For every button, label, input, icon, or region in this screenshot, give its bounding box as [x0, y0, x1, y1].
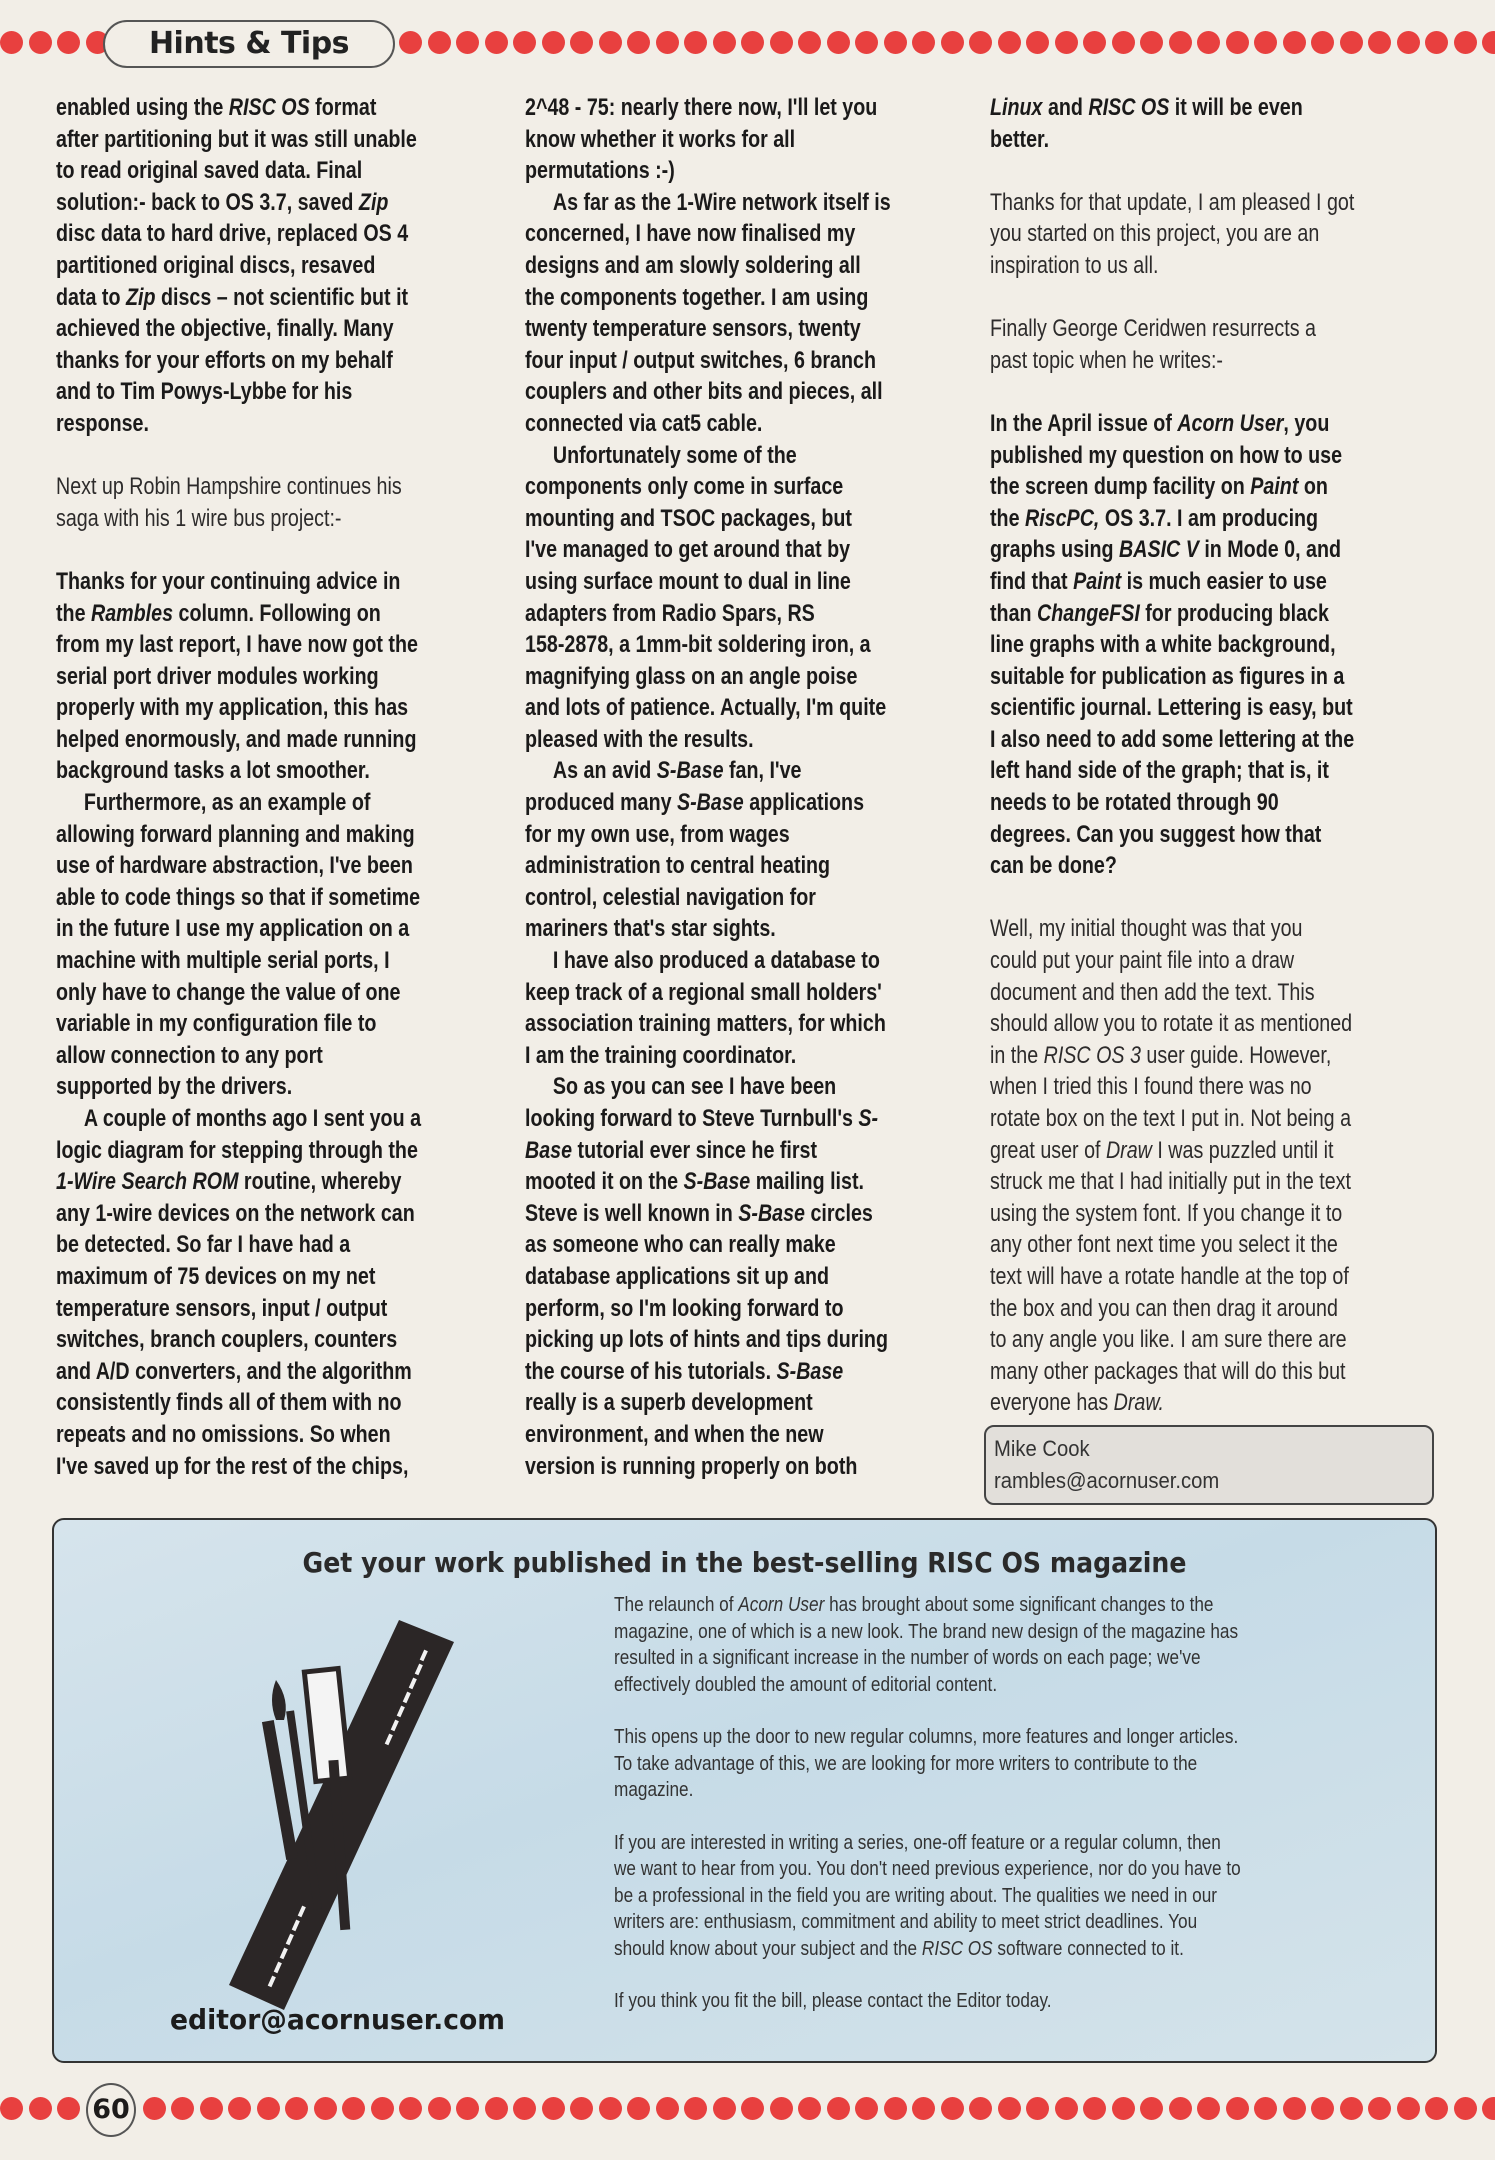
- text-line: helped enormously, and made running: [56, 725, 417, 753]
- text-line: designs and am slowly soldering all: [525, 251, 861, 279]
- author-email[interactable]: rambles@acornuser.com: [994, 1468, 1220, 1493]
- paragraph: [56, 471, 506, 534]
- text-line: everyone has Draw.: [990, 1389, 1164, 1417]
- text-line: needs to be rotated through 90: [990, 789, 1279, 817]
- paragraph: [990, 313, 1440, 376]
- red-dot: [656, 2097, 679, 2120]
- text-line: four input / output switches, 6 branch: [525, 346, 876, 374]
- text-line: better.: [990, 125, 1050, 153]
- text-line: rotate box on the text I put in. Not being a: [990, 1105, 1352, 1132]
- paragraph: [990, 408, 1440, 882]
- text-line: struck me that I had initially put in the text: [990, 1168, 1351, 1196]
- paragraph: [525, 1071, 975, 1482]
- red-dot: [770, 2097, 793, 2120]
- red-dot: [1197, 2097, 1220, 2120]
- text-line: know whether it works for all: [525, 125, 796, 153]
- italic-term: S-Base: [776, 1357, 844, 1385]
- text-line: and to Tim Powys-Lybbe for his: [56, 378, 353, 406]
- text-line: writers are: enthusiasm, commitment and ability to meet strict deadlines. You: [614, 1911, 1198, 1933]
- text-line: 2^48 - 75: nearly there now, I'll let you: [525, 94, 878, 121]
- text-line: be detected. So far I have had a: [56, 1231, 351, 1259]
- red-dot: [884, 31, 907, 54]
- text-line: to read original saved data. Final: [56, 157, 363, 185]
- red-dot: [542, 31, 565, 54]
- footer-dot-rule: [0, 2094, 1495, 2124]
- text-line: Well, my initial thought was that you: [990, 915, 1303, 943]
- red-dot: [200, 2097, 223, 2120]
- text-line: keep track of a regional small holders': [525, 978, 882, 1006]
- italic-term: RISC OS: [921, 1937, 993, 1960]
- text-line: any 1-wire devices on the network can: [56, 1199, 415, 1227]
- red-dot: [912, 2097, 935, 2120]
- red-dot: [855, 2097, 878, 2120]
- red-dot: [1226, 31, 1249, 54]
- red-dot: [627, 2097, 650, 2120]
- text-line: temperature sensors, input / output: [56, 1294, 388, 1322]
- text-line: Unfortunately some of the: [552, 441, 797, 469]
- text-line: thanks for your efforts on my behalf: [56, 346, 393, 374]
- text-line: Finally George Ceridwen resurrects a: [990, 315, 1316, 343]
- red-dot: [485, 2097, 508, 2120]
- italic-term: Zip: [358, 188, 389, 216]
- text-line: connected via cat5 cable.: [525, 409, 763, 437]
- red-dot: [0, 2097, 23, 2120]
- red-dot: [1026, 31, 1049, 54]
- text-line: The relaunch of Acorn User has brought about some significant changes to the: [614, 1594, 1214, 1616]
- text-line: after partitioning but it was still unable: [56, 125, 417, 153]
- red-dot: [741, 31, 764, 54]
- text-line: maximum of 75 devices on my net: [56, 1262, 376, 1290]
- text-line: left hand side of the graph; that is, it: [990, 757, 1329, 785]
- text-line: could put your paint file into a draw: [990, 947, 1295, 975]
- text-line: I've managed to get around that by: [525, 536, 851, 564]
- text-line: the components together. I am using: [525, 283, 869, 311]
- italic-term: S-Base: [738, 1199, 805, 1227]
- text-line: Thanks for your continuing advice in: [56, 567, 401, 595]
- text-line: and A/D converters, and the algorithm: [56, 1357, 412, 1385]
- text-line: allowing forward planning and making: [56, 820, 415, 848]
- red-dot: [1055, 31, 1078, 54]
- italic-term: BASIC V: [1119, 536, 1199, 564]
- red-dot: [1026, 2097, 1049, 2120]
- text-line: and lots of patience. Actually, I'm quite: [525, 694, 887, 722]
- text-line: In the April issue of Acorn User, you: [990, 409, 1330, 437]
- red-dot: [1368, 2097, 1391, 2120]
- text-line: As far as the 1-Wire network itself is: [552, 188, 891, 216]
- red-dot: [57, 2097, 80, 2120]
- text-line: Linux and RISC OS it will be even: [990, 94, 1303, 121]
- text-line: As an avid S-Base fan, I've: [552, 757, 802, 785]
- paragraph: [56, 566, 506, 787]
- text-line: the screen dump facility on Paint on: [990, 473, 1328, 501]
- text-line: for my own use, from wages: [525, 820, 790, 848]
- text-line: variable in my configuration file to: [56, 1010, 377, 1038]
- paragraph: [525, 945, 975, 1071]
- text-line: consistently finds all of them with no: [56, 1389, 402, 1417]
- paragraph: [990, 913, 1440, 1419]
- text-line: the Rambles column. Following on: [56, 599, 381, 627]
- red-dot: [1311, 2097, 1334, 2120]
- italic-term: Paint: [1250, 473, 1299, 501]
- red-dot: [1454, 2097, 1477, 2120]
- text-line: effectively doubled the amount of editorial content.: [614, 1673, 998, 1696]
- text-line: mooted it on the S-Base mailing list.: [525, 1168, 864, 1196]
- red-dot: [1140, 31, 1163, 54]
- italic-term: Draw.: [1113, 1389, 1164, 1417]
- text-line: concerned, I have now finalised my: [525, 220, 856, 248]
- italic-term: RiscPC,: [1024, 504, 1100, 532]
- advert-paragraph: [614, 1988, 1434, 2015]
- text-line: Next up Robin Hampshire continues his: [56, 473, 402, 501]
- red-dot: [627, 31, 650, 54]
- text-line: background tasks a lot smoother.: [56, 757, 370, 785]
- section-title: Hints & Tips: [103, 20, 395, 68]
- text-line: inspiration to us all.: [990, 251, 1159, 279]
- italic-term: Paint: [1073, 567, 1122, 595]
- red-dot: [684, 2097, 707, 2120]
- text-line: saga with his 1 wire bus project:-: [56, 504, 342, 532]
- red-dot: [1425, 2097, 1448, 2120]
- red-dot: [1083, 31, 1106, 54]
- red-dot: [428, 31, 451, 54]
- paragraph: [525, 440, 975, 756]
- text-line: Thanks for that update, I am pleased I got: [990, 188, 1355, 216]
- text-line: resulted in a significant increase in the number of words on each page; we've: [614, 1647, 1201, 1669]
- text-line: switches, branch couplers, counters: [56, 1326, 398, 1354]
- red-dot: [1482, 2097, 1495, 2120]
- red-dot: [1169, 2097, 1192, 2120]
- italic-term: S-Base: [677, 789, 744, 817]
- red-dot: [171, 2097, 194, 2120]
- text-line: allow connection to any port: [56, 1041, 323, 1069]
- italic-term: Base: [525, 1136, 573, 1164]
- text-line: when I tried this I found there was no: [990, 1073, 1312, 1101]
- text-line: repeats and no omissions. So when: [56, 1420, 391, 1448]
- red-dot: [485, 31, 508, 54]
- paragraph: [525, 92, 975, 187]
- italic-term: Draw: [1105, 1136, 1152, 1164]
- text-line: This opens up the door to new regular columns, more features and longer articles.: [614, 1726, 1239, 1748]
- text-line: looking forward to Steve Turnbull's S-: [525, 1105, 879, 1132]
- text-line: So as you can see I have been: [552, 1073, 837, 1101]
- article-column-3: [990, 92, 1440, 1419]
- text-line: scientific journal. Lettering is easy, but: [990, 694, 1353, 722]
- text-line: 1-Wire Search ROM routine, whereby: [56, 1168, 402, 1196]
- text-line: data to Zip discs – not scientific but it: [56, 283, 409, 311]
- text-line: mariners that's star sights.: [525, 915, 776, 943]
- text-line: I've saved up for the rest of the chips,: [56, 1452, 409, 1480]
- advert-paragraph: [614, 1592, 1434, 1698]
- italic-term: Rambles: [90, 599, 174, 627]
- text-line: any other font next time you select it the: [990, 1231, 1338, 1259]
- paragraph: [525, 755, 975, 945]
- text-line: really is a superb development: [525, 1389, 813, 1417]
- paragraph: [525, 187, 975, 440]
- italic-term: S-: [858, 1105, 879, 1132]
- red-dot: [428, 2097, 451, 2120]
- text-line: past topic when he writes:-: [990, 346, 1223, 374]
- red-dot: [713, 2097, 736, 2120]
- italic-term: RISC OS: [1088, 94, 1170, 121]
- film-strip-and-brush-illustration: [214, 1620, 514, 2010]
- red-dot: [399, 31, 422, 54]
- text-line: we want to hear from you. You don't need previous experience, nor do you have to: [614, 1858, 1241, 1880]
- italic-term: RISC OS 3: [1043, 1041, 1141, 1069]
- paragraph: [56, 92, 506, 440]
- text-line: achieved the objective, finally. Many: [56, 315, 394, 343]
- red-dot: [1254, 31, 1277, 54]
- text-line: in the future I use my application on a: [56, 915, 410, 943]
- red-dot: [941, 31, 964, 54]
- text-line: use of hardware abstraction, I've been: [56, 852, 413, 880]
- text-line: pleased with the results.: [525, 725, 754, 753]
- author-name: Mike Cook: [994, 1436, 1090, 1461]
- italic-term: Acorn User: [738, 1594, 825, 1616]
- text-line: serial port driver modules working: [56, 662, 379, 690]
- text-line: logic diagram for stepping through the: [56, 1136, 418, 1164]
- red-dot: [1226, 2097, 1249, 2120]
- red-dot: [1283, 2097, 1306, 2120]
- red-dot: [855, 31, 878, 54]
- text-line: perform, so I'm looking forward to: [525, 1294, 844, 1322]
- italic-term: ChangeFSI: [1037, 599, 1140, 627]
- red-dot: [1397, 2097, 1420, 2120]
- article-column-2: [525, 92, 975, 1482]
- text-line: I am the training coordinator.: [525, 1041, 797, 1069]
- red-dot: [1254, 2097, 1277, 2120]
- red-dot: [998, 2097, 1021, 2120]
- text-line: using the system font. If you change it to: [990, 1199, 1343, 1227]
- text-line: only have to change the value of one: [56, 978, 401, 1006]
- text-line: than ChangeFSI for producing black: [990, 599, 1329, 627]
- red-dot: [770, 31, 793, 54]
- red-dot: [29, 31, 52, 54]
- text-line: adapters from Radio Spars, RS: [525, 599, 815, 627]
- text-line: as someone who can really make: [525, 1231, 836, 1259]
- advert-paragraph: [614, 1830, 1434, 1963]
- red-dot: [1397, 31, 1420, 54]
- red-dot: [314, 2097, 337, 2120]
- text-line: machine with multiple serial ports, I: [56, 947, 390, 975]
- red-dot: [1340, 31, 1363, 54]
- red-dot: [941, 2097, 964, 2120]
- text-line: text will have a rotate handle at the top of: [990, 1262, 1349, 1290]
- italic-term: S-Base: [656, 757, 724, 785]
- red-dot: [798, 31, 821, 54]
- red-dot: [884, 2097, 907, 2120]
- red-dot: [570, 31, 593, 54]
- text-line: environment, and when the new: [525, 1420, 824, 1448]
- red-dot: [827, 31, 850, 54]
- text-line: couplers and other bits and pieces, all: [525, 378, 883, 406]
- red-dot: [513, 2097, 536, 2120]
- text-line: partitioned original discs, resaved: [56, 251, 376, 279]
- red-dot: [969, 2097, 992, 2120]
- red-dot: [1340, 2097, 1363, 2120]
- red-dot: [1112, 2097, 1135, 2120]
- text-line: from my last report, I have now got the: [56, 631, 418, 659]
- text-line: response.: [56, 409, 149, 437]
- text-line: the RiscPC, OS 3.7. I am producing: [990, 504, 1319, 532]
- paragraph: [990, 187, 1440, 282]
- text-line: Base tutorial ever since he first: [525, 1136, 818, 1164]
- red-dot: [1083, 2097, 1106, 2120]
- text-line: administration to central heating: [525, 852, 831, 880]
- author-signature-box: [984, 1425, 1434, 1505]
- red-dot: [1112, 31, 1135, 54]
- red-dot: [827, 2097, 850, 2120]
- text-line: magazine, one of which is a new look. The brand new design of the magazine has: [614, 1620, 1239, 1643]
- text-line: should know about your subject and the RISC OS software connected to it.: [614, 1937, 1184, 1960]
- text-line: graphs using BASIC V in Mode 0, and: [990, 536, 1342, 564]
- red-dot: [656, 31, 679, 54]
- text-line: can be done?: [990, 852, 1117, 880]
- text-line: supported by the drivers.: [56, 1073, 293, 1101]
- text-line: produced many S-Base applications: [525, 789, 865, 817]
- italic-term: Zip: [125, 283, 156, 311]
- text-line: association training matters, for which: [525, 1010, 886, 1038]
- text-line: find that Paint is much easier to use: [990, 567, 1327, 595]
- italic-term: Acorn User: [1177, 409, 1284, 437]
- red-dot: [684, 31, 707, 54]
- text-line: To take advantage of this, we are looking for more writers to contribute to the: [614, 1752, 1198, 1775]
- red-dot: [713, 31, 736, 54]
- text-line: degrees. Can you suggest how that: [990, 820, 1322, 848]
- editor-email[interactable]: editor@acornuser.com: [170, 2003, 505, 2036]
- red-dot: [0, 31, 23, 54]
- red-dot: [371, 2097, 394, 2120]
- article-column-1: [56, 92, 506, 1482]
- red-dot: [1169, 31, 1192, 54]
- text-line: I also need to add some lettering at the: [990, 725, 1355, 753]
- text-line: should allow you to rotate it as mentioned: [990, 1010, 1353, 1038]
- red-dot: [1368, 31, 1391, 54]
- text-line: version is running properly on both: [525, 1452, 858, 1480]
- text-line: published my question on how to use: [990, 441, 1343, 469]
- italic-term: S-Base: [683, 1168, 751, 1196]
- text-line: I have also produced a database to: [552, 947, 880, 975]
- text-line: magnifying glass on an angle poise: [525, 662, 858, 690]
- text-line: document and then add the text. This: [990, 978, 1315, 1006]
- red-dot: [342, 2097, 365, 2120]
- text-line: be a professional in the field you are writing about. The qualities we need in our: [614, 1884, 1218, 1907]
- text-line: in the RISC OS 3 user guide. However,: [990, 1041, 1332, 1069]
- text-line: you started on this project, you are an: [990, 220, 1320, 248]
- red-dot: [599, 2097, 622, 2120]
- red-dot: [1283, 31, 1306, 54]
- text-line: permutations :-): [525, 157, 675, 185]
- text-line: suitable for publication as figures in a: [990, 662, 1345, 690]
- text-line: the box and you can then drag it around: [990, 1294, 1338, 1322]
- red-dot: [143, 2097, 166, 2120]
- red-dot: [741, 2097, 764, 2120]
- writers-wanted-advert: [52, 1518, 1437, 2063]
- text-line: great user of Draw I was puzzled until it: [990, 1136, 1334, 1164]
- text-line: Steve is well known in S-Base circles: [525, 1199, 873, 1227]
- text-line: properly with my application, this has: [56, 694, 409, 722]
- text-line: line graphs with a white background,: [990, 631, 1336, 659]
- advert-title: Get your work published in the best-selling RISC OS magazine: [302, 1546, 1187, 1579]
- text-line: twenty temperature sensors, twenty: [525, 315, 861, 343]
- red-dot: [798, 2097, 821, 2120]
- red-dot: [1482, 31, 1495, 54]
- red-dot: [1454, 31, 1477, 54]
- red-dot: [1197, 31, 1220, 54]
- red-dot: [228, 2097, 251, 2120]
- red-dot: [998, 31, 1021, 54]
- red-dot: [456, 31, 479, 54]
- text-line: components only come in surface: [525, 473, 844, 501]
- text-line: picking up lots of hints and tips during: [525, 1326, 888, 1354]
- text-line: disc data to hard drive, replaced OS 4: [56, 220, 409, 248]
- red-dot: [29, 2097, 52, 2120]
- red-dot: [456, 2097, 479, 2120]
- text-line: to any angle you like. I am sure there are: [990, 1326, 1347, 1354]
- italic-term: RISC OS: [228, 94, 310, 121]
- text-line: A couple of months ago I sent you a: [83, 1105, 422, 1132]
- advert-paragraph: [614, 1724, 1434, 1804]
- italic-term: 1-Wire Search ROM: [56, 1168, 239, 1196]
- red-dot: [513, 31, 536, 54]
- text-line: If you think you fit the bill, please contact the Editor today.: [614, 1990, 1052, 2012]
- red-dot: [542, 2097, 565, 2120]
- text-line: Furthermore, as an example of: [83, 789, 371, 817]
- text-line: enabled using the RISC OS format: [56, 94, 377, 121]
- paragraph: [56, 1103, 506, 1482]
- text-line: many other packages that will do this but: [990, 1357, 1346, 1385]
- text-line: able to code things so that if sometime: [56, 883, 421, 911]
- text-line: using surface mount to dual in line: [525, 567, 851, 595]
- red-dot: [912, 31, 935, 54]
- red-dot: [1055, 2097, 1078, 2120]
- red-dot: [570, 2097, 593, 2120]
- red-dot: [257, 2097, 280, 2120]
- text-line: magazine.: [614, 1779, 694, 1801]
- red-dot: [57, 31, 80, 54]
- paragraph: [56, 787, 506, 1103]
- text-line: 158-2878, a 1mm-bit soldering iron, a: [525, 631, 871, 659]
- paragraph: [990, 92, 1440, 155]
- text-line: solution:- back to OS 3.7, saved Zip: [56, 188, 389, 216]
- red-dot: [1425, 31, 1448, 54]
- text-line: database applications sit up and: [525, 1262, 830, 1290]
- text-line: control, celestial navigation for: [525, 883, 816, 911]
- advert-body: [614, 1592, 1434, 2041]
- page-number: 60: [86, 2083, 136, 2137]
- red-dot: [399, 2097, 422, 2120]
- text-line: If you are interested in writing a series, one-off feature or a regular column, then: [614, 1831, 1221, 1854]
- text-line: mounting and TSOC packages, but: [525, 504, 852, 532]
- red-dot: [599, 31, 622, 54]
- italic-term: Linux: [990, 94, 1043, 121]
- red-dot: [1140, 2097, 1163, 2120]
- red-dot: [1311, 31, 1334, 54]
- text-line: the course of his tutorials. S-Base: [525, 1357, 844, 1385]
- red-dot: [969, 31, 992, 54]
- red-dot: [285, 2097, 308, 2120]
